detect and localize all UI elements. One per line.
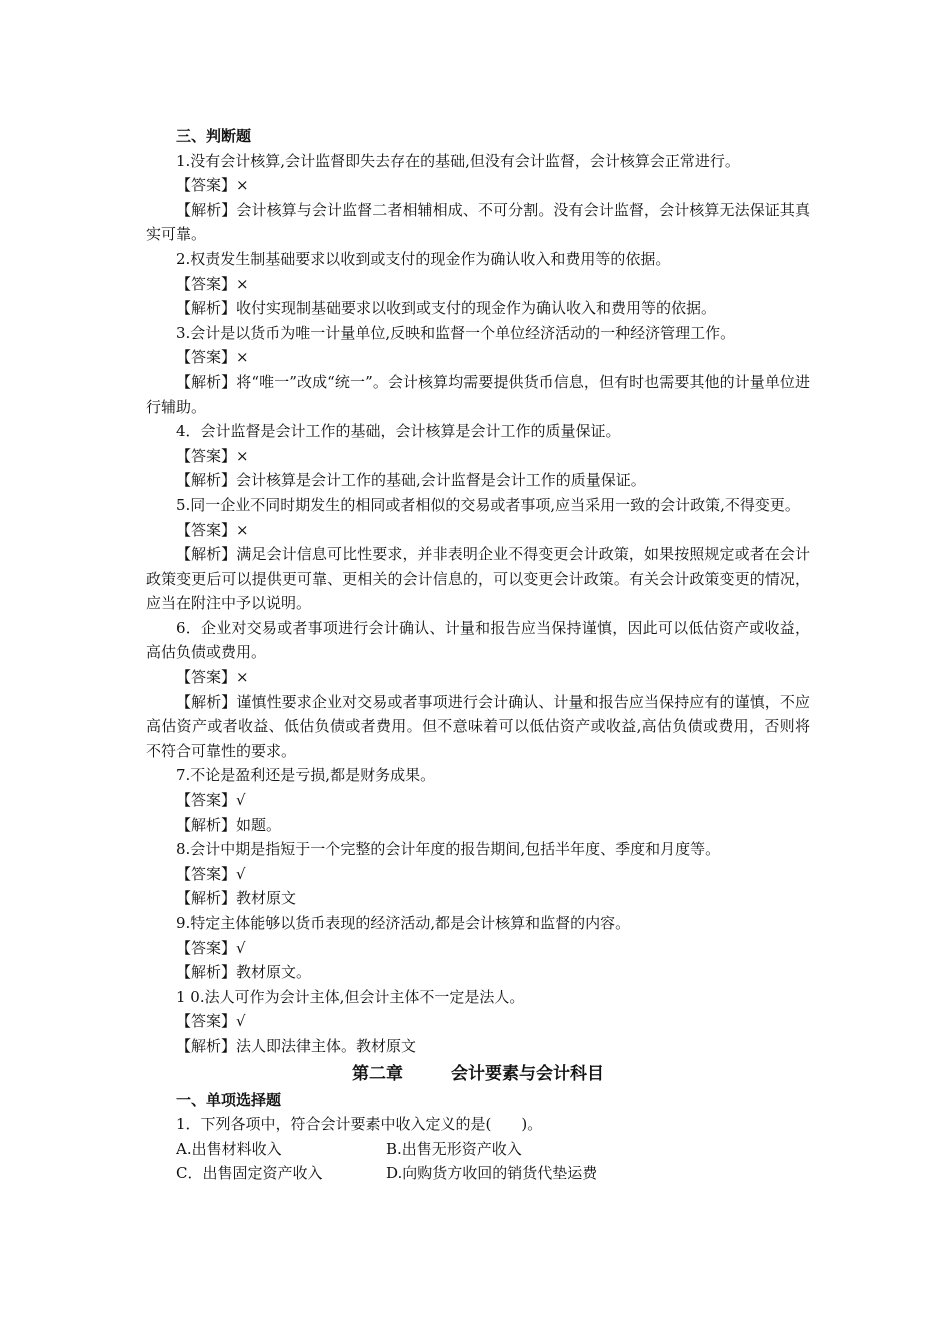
question-1: 1.没有会计核算,会计监督即失去存在的基础,但没有会计监督，会计核算会正常进行。 (176, 151, 740, 170)
explanation-2: 【解析】收付实现制基础要求以收到或支付的现金作为确认收入和费用等的依据。 (176, 299, 717, 318)
question-5: 5.同一企业不同时期发生的相同或者相似的交易或者事项,应当采用一致的会计政策,不得变更。 (176, 495, 800, 514)
explanation-9: 【解析】教材原文。 (176, 963, 312, 982)
answer-2: 【答案】× (176, 274, 249, 293)
explanation-6: 【解析】谨慎性要求企业对交易或者事项进行会计确认、计量和报告应当保持应有的谨慎，不应高估资产或者收益、低估负债或者费用。但不意味着可以低估资产或收益,高估负债或费用，否则将不符合可靠性的要求。 (146, 692, 810, 760)
page-content (146, 124, 810, 1186)
option-d: D.向购货方收回的销货代垫运费 (386, 1164, 598, 1183)
question-8: 8.会计中期是指短于一个完整的会计年度的报告期间,包括半年度、季度和月度等。 (176, 840, 721, 859)
question-7: 7.不论是盈利还是亏损,都是财务成果。 (176, 766, 436, 785)
chapter-heading (146, 1060, 810, 1088)
answer-3: 【答案】× (176, 348, 249, 367)
option-a: A.出售材料收入 (176, 1139, 282, 1158)
question-4: 4．会计监督是会计工作的基础，会计核算是会计工作的质量保证。 (176, 422, 621, 441)
answer-8: 【答案】√ (176, 864, 246, 883)
explanation-4: 【解析】会计核算是会计工作的基础,会计监督是会计工作的质量保证。 (176, 471, 646, 490)
explanation-5: 【解析】满足会计信息可比性要求，并非表明企业不得变更会计政策，如果按照规定或者在会计政策变更后可以提供更可靠、更相关的会计信息的，可以变更会计政策。有关会计政策变更的情况，应当在附注中予以说明。 (146, 545, 810, 613)
chapter-title: 会计要素与会计科目 (451, 1063, 604, 1084)
answer-9: 【答案】√ (176, 938, 246, 957)
answer-4: 【答案】× (176, 446, 249, 465)
mc-question-1: 1．下列各项中，符合会计要素中收入定义的是( )。 (176, 1115, 543, 1134)
question-6: 6．企业对交易或者事项进行会计确认、计量和报告应当保持谨慎，因此可以低估资产或收益，高估负债或费用。 (146, 618, 810, 662)
question-2: 2.权责发生制基础要求以收到或支付的现金作为确认收入和费用等的依据。 (176, 249, 671, 268)
chapter-number: 第二章 (352, 1063, 403, 1084)
option-b: B.出售无形资产收入 (386, 1139, 522, 1158)
option-c: C．出售固定资产收入 (176, 1164, 323, 1183)
answer-10: 【答案】√ (176, 1012, 246, 1031)
question-10: 1 0.法人可作为会计主体,但会计主体不一定是法人。 (176, 987, 525, 1006)
answer-1: 【答案】× (176, 176, 249, 195)
subsection-heading: 一、单项选择题 (176, 1090, 282, 1109)
answer-6: 【答案】× (176, 668, 249, 687)
explanation-10: 【解析】法人即法律主体。教材原文 (176, 1036, 417, 1055)
question-3: 3.会计是以货币为唯一计量单位,反映和监督一个单位经济活动的一种经济管理工作。 (176, 323, 736, 342)
options-row-1 (146, 1137, 810, 1162)
section-heading: 三、判断题 (176, 127, 252, 145)
explanation-8: 【解析】教材原文 (176, 889, 297, 908)
explanation-1: 【解析】会计核算与会计监督二者相辅相成、不可分割。没有会计监督，会计核算无法保证其真实可靠。 (146, 200, 810, 244)
options-row-2 (146, 1161, 810, 1186)
explanation-3: 【解析】将“唯一”改成“统一”。会计核算均需要提供货币信息，但有时也需要其他的计量单位进行辅助。 (146, 372, 810, 416)
explanation-7: 【解析】如题。 (176, 815, 282, 834)
answer-7: 【答案】√ (176, 791, 246, 810)
answer-5: 【答案】× (176, 520, 249, 539)
question-9: 9.特定主体能够以货币表现的经济活动,都是会计核算和监督的内容。 (176, 914, 631, 932)
